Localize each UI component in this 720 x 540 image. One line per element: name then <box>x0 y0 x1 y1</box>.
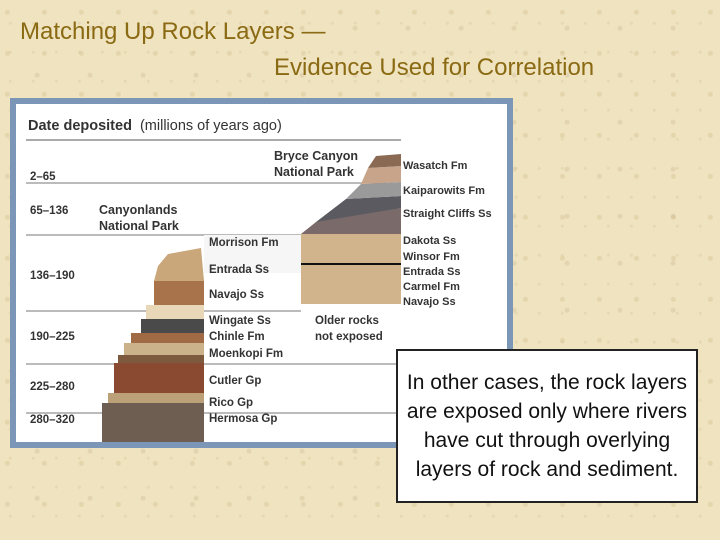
left-formation: Moenkopi Fm <box>209 348 284 360</box>
right-formation: Dakota Ss <box>403 235 457 247</box>
right-formation: Winsor Fm <box>403 251 460 263</box>
older-rocks-label-2: not exposed <box>315 331 383 343</box>
bryce-label-1: Bryce Canyon <box>274 149 359 163</box>
right-formation: Wasatch Fm <box>403 160 468 172</box>
canyonlands-label-2: National Park <box>99 219 179 233</box>
age-label: 190–225 <box>30 331 75 343</box>
age-label: 225–280 <box>30 381 75 393</box>
age-label: 280–320 <box>30 414 75 426</box>
left-formation: Navajo Ss <box>209 289 264 301</box>
age-label: 2–65 <box>30 171 56 183</box>
left-formation: Cutler Gp <box>209 375 262 387</box>
header-bold: Date deposited <box>28 118 132 134</box>
left-formation: Morrison Fm <box>209 237 279 249</box>
left-formation: Entrada Ss <box>209 264 270 276</box>
age-label: 65–136 <box>30 205 69 217</box>
age-label: 136–190 <box>30 270 75 282</box>
left-formation: Rico Gp <box>209 397 254 409</box>
canyonlands-column <box>102 235 301 442</box>
header-rest: (millions of years ago) <box>139 118 282 134</box>
slide-title-line-1: Matching Up Rock Layers — <box>20 18 326 45</box>
explanation-callout: In other cases, the rock layers are exposed only where rivers have cut through overlying layers of rock and sediment. <box>396 349 698 503</box>
left-formation: Chinle Fm <box>209 331 265 343</box>
right-formation: Navajo Ss <box>403 296 456 308</box>
right-formation: Kaiparowits Fm <box>403 185 485 197</box>
left-formation: Hermosa Gp <box>209 413 278 425</box>
bryce-label-2: National Park <box>274 165 354 179</box>
canyonlands-label-1: Canyonlands <box>99 203 178 217</box>
svg-text:Date deposited (millions o <box>28 118 282 134</box>
slide-title-line-2: Evidence Used for Correlation <box>274 54 595 81</box>
right-formation: Straight Cliffs Ss <box>403 208 492 220</box>
older-rocks-label-1: Older rocks <box>315 315 379 327</box>
left-formation: Wingate Ss <box>209 315 271 327</box>
right-formation: Carmel Fm <box>403 281 460 293</box>
right-formation: Entrada Ss <box>403 266 461 278</box>
